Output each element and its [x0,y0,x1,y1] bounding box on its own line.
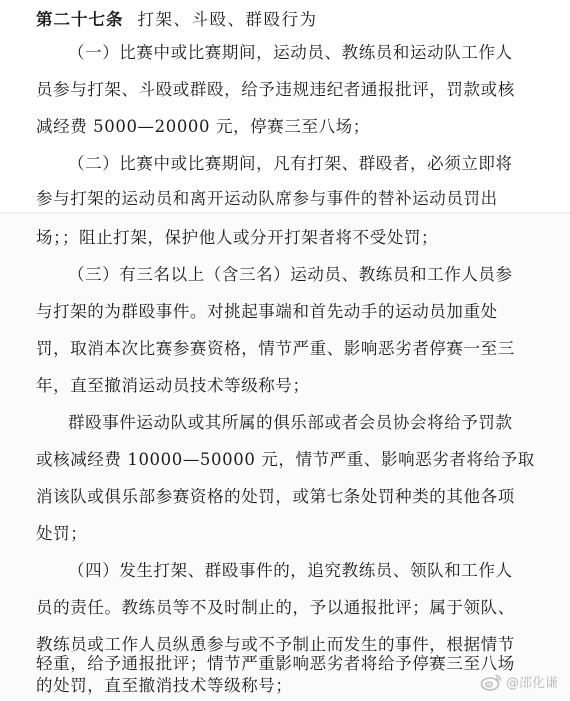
paragraph-line: 轻重，给予通报批评；情节严重影响恶劣者将给予停赛三至八场 [36,654,515,673]
paragraph-line: 或核减经费 10000—50000 元，情节严重、影响恶劣者将给予取 [36,450,535,469]
paragraph-line: 与打架的为群殴事件。对挑起事端和首先动手的运动员加重处 [36,302,498,321]
paragraph-line: 场；；阻止打架，保护他人或分开打架者将不受处罚； [36,228,439,247]
article-title: 打架、斗殴、群殴行为 [137,10,318,29]
paragraph-line: （一）比赛中或比赛期间，运动员、教练员和运动队工作人 [68,43,513,62]
paragraph-line: 罚，取消本次比赛参赛资格，情节严重、影响恶劣者停赛一至三 [36,339,515,358]
watermark-text: @邵化谦 [505,676,558,691]
paragraph-line: 参与打架的运动员和离开运动队席参与事件的替补运动员罚出 [36,189,498,208]
paragraph-line: （二）比赛中或比赛期间，凡有打架、群殴者，必须立即将 [68,154,513,173]
paragraph-line: （三）有三名以上（含三名）运动员、教练员和工作人员参 [68,265,513,284]
paragraph-line: 群殴事件运动队或其所属的俱乐部或者会员协会将给予罚款 [68,413,513,432]
paragraph-line: 年，直至撤消运动员技术等级称号； [36,376,310,395]
paragraph-line: 消该队或俱乐部参赛资格的处罚，或第七条处罚种类的其他各项 [36,487,515,506]
paragraph-line: 减经费 5000—20000 元，停赛三至八场； [36,117,370,136]
page-upper-section [0,0,570,212]
weibo-icon [480,673,502,691]
paragraph-line: 教练员或工作人员纵恿参与或不予制止而发生的事件，根据情节 [36,635,515,654]
paragraph-line: 的处罚，直至撤消技术等级称号； [36,676,293,695]
paragraph-line: （四）发生打架、群殴事件的，追究教练员、领队和工作人 [68,561,513,580]
paragraph-line: 员的责任。教练员等不及时制止的，予以通报批评；属于领队、 [36,598,515,617]
watermark [480,672,558,691]
paragraph-line: 处罚； [36,524,88,543]
article-heading [36,9,548,31]
paragraph-line: 员参与打架、斗殴或群殴，给予违规违纪者通报批评，罚款或核 [36,80,515,99]
article-number: 第二十七条 [36,10,124,29]
